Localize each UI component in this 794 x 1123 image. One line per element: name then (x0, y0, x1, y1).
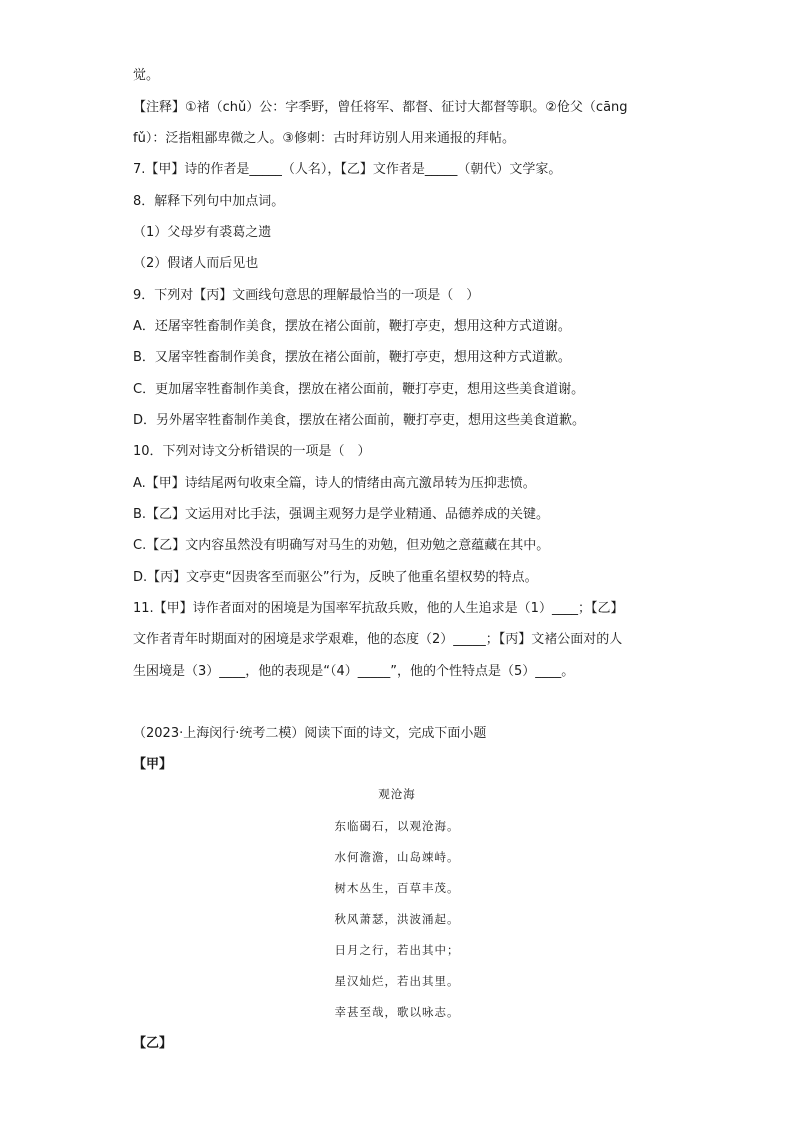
poem-line: 秋风萧瑟，洪波涌起。 (334, 912, 460, 926)
question-10-option-a: A.【甲】诗结尾两句收束全篇，诗人的情绪由高亢激昂转为压抑悲愤。 (133, 476, 536, 491)
question-11: 生困境是（3）____，他的表现是“（4）_____”，他的个性特点是（5）____。 (133, 664, 575, 679)
question-9-option-a: A．还屠宰牲畜制作美食，摆放在褚公面前，鞭打亭吏，想用这种方式道谢。 (133, 319, 571, 334)
poem-line: 幸甚至哉，歌以咏志。 (334, 1005, 460, 1019)
annotation-line: 【注释】①褚（chǔ）公：字季野，曾任将军、都督、征讨大都督等职。②伧父（cāng (133, 100, 628, 115)
question-7: 7.【甲】诗的作者是_____（人名），【乙】文作者是_____（朝代）文学家。 (133, 162, 562, 177)
question-8: 8．解释下列句中加点词。 (133, 194, 285, 209)
question-10-option-d: D.【丙】文亭吏“因贵客至而驱公”行为，反映了他重名望权势的特点。 (133, 570, 538, 585)
poem-line: 日月之行，若出其中； (334, 943, 460, 957)
question-11: 文作者青年时期面对的困境是求学艰难，他的态度（2）_____；【丙】文褚公面对的人 (133, 632, 623, 647)
annotation-line: fǔ）：泛指粗鄙卑微之人。③修刺：古时拜访别人用来通报的拜帖。 (133, 131, 515, 146)
poem-line: 东临碣石，以观沧海。 (334, 819, 460, 833)
question-8-item-2: （2）假诸人而后见也 (133, 256, 259, 271)
question-9-option-b: B．又屠宰牲畜制作美食，摆放在褚公面前，鞭打亭吏，想用这种方式道歉。 (133, 350, 571, 365)
poem-line: 水何澹澹，山岛竦峙。 (334, 850, 460, 864)
question-9-option-c: C．更加屠宰牲畜制作美食，摆放在褚公面前，鞭打亭吏，想用这些美食道谢。 (133, 382, 585, 397)
question-9: 9．下列对【丙】文画线句意思的理解最恰当的一项是（ ） (133, 288, 480, 303)
question-9-option-d: D．另外屠宰牲畜制作美食，摆放在褚公面前，鞭打亭吏，想用这些美食道歉。 (133, 413, 586, 428)
question-8-item-1: （1）父母岁有裘葛之遗 (133, 225, 272, 240)
section-jia-label: 【甲】 (133, 757, 173, 772)
poem-title: 观沧海 (378, 787, 416, 801)
question-10-option-c: C.【乙】文内容虽然没有明确写对马生的劝勉，但劝勉之意蕴藏在其中。 (133, 538, 550, 553)
poem-line: 星汉灿烂，若出其里。 (334, 974, 460, 988)
text-line: 觉。 (133, 68, 160, 83)
poem-line: 树木丛生，百草丰茂。 (334, 881, 460, 895)
section-yi-label: 【乙】 (133, 1036, 173, 1051)
question-10: 10．下列对诗文分析错误的一项是（ ） (133, 444, 371, 459)
question-10-option-b: B.【乙】文运用对比手法，强调主观努力是学业精通、品德养成的关键。 (133, 507, 550, 522)
source-line: （2023·上海闵行·统考二模）阅读下面的诗文，完成下面小题 (133, 726, 487, 741)
question-11: 11.【甲】诗作者面对的困境是为国率军抗敌兵败，他的人生追求是（1）____；【乙】 (133, 601, 624, 616)
